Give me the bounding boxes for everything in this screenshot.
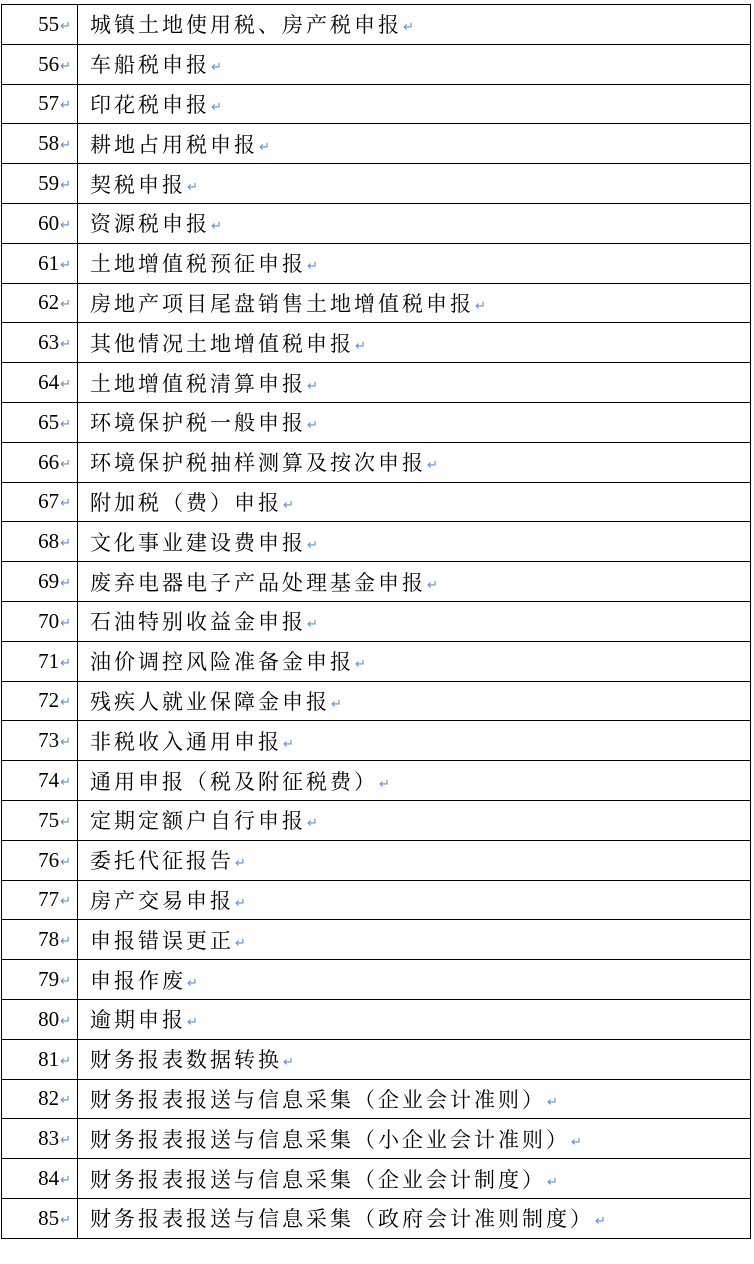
paragraph-mark-icon: ↵	[60, 974, 71, 990]
paragraph-mark-icon: ↵	[60, 297, 71, 313]
row-number: 76	[38, 847, 60, 872]
item-name: 非税收入通用申报	[90, 729, 282, 754]
table-row	[2, 522, 751, 562]
paragraph-mark-icon: ↵	[307, 418, 318, 434]
item-name: 契税申报	[90, 172, 186, 197]
paragraph-mark-icon: ↵	[307, 816, 318, 832]
item-name-cell	[78, 641, 751, 681]
row-number: 60	[38, 210, 60, 235]
paragraph-mark-icon: ↵	[187, 1015, 198, 1031]
row-number: 67	[38, 489, 60, 514]
paragraph-mark-icon: ↵	[60, 854, 71, 870]
item-name-cell	[78, 323, 751, 363]
item-name-cell	[78, 562, 751, 602]
row-number-cell	[2, 1159, 78, 1199]
item-name-cell	[78, 283, 751, 323]
paragraph-mark-icon: ↵	[307, 259, 318, 275]
row-number-cell	[2, 601, 78, 641]
item-name-cell	[78, 681, 751, 721]
table-row	[2, 1159, 751, 1199]
paragraph-mark-icon: ↵	[60, 496, 71, 512]
paragraph-mark-icon: ↵	[211, 219, 222, 235]
table-row	[2, 323, 751, 363]
item-name-cell	[78, 124, 751, 164]
paragraph-mark-icon: ↵	[60, 18, 71, 34]
paragraph-mark-icon: ↵	[547, 1174, 558, 1190]
table-row	[2, 442, 751, 482]
item-name: 油价调控风险准备金申报	[90, 650, 354, 675]
item-name: 环境保护税抽样测算及按次申报	[90, 451, 426, 476]
paragraph-mark-icon: ↵	[60, 536, 71, 552]
tax-declaration-table	[1, 4, 751, 1239]
row-number-cell	[2, 562, 78, 602]
paragraph-mark-icon: ↵	[547, 1094, 558, 1110]
paragraph-mark-icon: ↵	[235, 895, 246, 911]
row-number: 65	[38, 409, 60, 434]
item-name-cell	[78, 5, 751, 45]
paragraph-mark-icon: ↵	[283, 1055, 294, 1071]
paragraph-mark-icon: ↵	[379, 776, 390, 792]
table-row	[2, 721, 751, 761]
row-number: 73	[38, 728, 60, 753]
row-number-cell	[2, 840, 78, 880]
table-row	[2, 920, 751, 960]
paragraph-mark-icon: ↵	[427, 458, 438, 474]
paragraph-mark-icon: ↵	[355, 338, 366, 354]
row-number: 85	[38, 1205, 60, 1230]
item-name: 财务报表报送与信息采集（企业会计制度）	[90, 1167, 546, 1192]
paragraph-mark-icon: ↵	[60, 775, 71, 791]
row-number-cell	[2, 84, 78, 124]
row-number-cell	[2, 880, 78, 920]
paragraph-mark-icon: ↵	[235, 856, 246, 872]
paragraph-mark-icon: ↵	[211, 99, 222, 115]
paragraph-mark-icon: ↵	[60, 178, 71, 194]
item-name-cell	[78, 363, 751, 403]
row-number: 56	[38, 51, 60, 76]
paragraph-mark-icon: ↵	[60, 1133, 71, 1149]
paragraph-mark-icon: ↵	[187, 975, 198, 991]
item-name: 城镇土地使用税、房产税申报	[90, 13, 402, 38]
item-name-cell	[78, 880, 751, 920]
item-name-cell	[78, 1198, 751, 1238]
item-name-cell	[78, 164, 751, 204]
paragraph-mark-icon: ↵	[403, 20, 414, 36]
row-number-cell	[2, 1198, 78, 1238]
item-name: 其他情况土地增值税申报	[90, 331, 354, 356]
item-name: 逾期申报	[90, 1008, 186, 1033]
row-number-cell	[2, 44, 78, 84]
table-row	[2, 1119, 751, 1159]
paragraph-mark-icon: ↵	[283, 497, 294, 513]
item-name: 定期定额户自行申报	[90, 809, 306, 834]
item-name-cell	[78, 761, 751, 801]
item-name-cell	[78, 840, 751, 880]
row-number-cell	[2, 920, 78, 960]
table-row	[2, 44, 751, 84]
paragraph-mark-icon: ↵	[60, 814, 71, 830]
item-name-cell	[78, 601, 751, 641]
table-row	[2, 999, 751, 1039]
item-name-cell	[78, 800, 751, 840]
paragraph-mark-icon: ↵	[60, 1053, 71, 1069]
paragraph-mark-icon: ↵	[60, 98, 71, 114]
item-name: 耕地占用税申报	[90, 132, 258, 157]
item-name-cell	[78, 1079, 751, 1119]
paragraph-mark-icon: ↵	[60, 138, 71, 154]
row-number: 59	[38, 171, 60, 196]
paragraph-mark-icon: ↵	[60, 695, 71, 711]
item-name: 废弃电器电子产品处理基金申报	[90, 570, 426, 595]
table-row	[2, 1039, 751, 1079]
paragraph-mark-icon: ↵	[283, 736, 294, 752]
item-name: 委托代征报告	[90, 849, 234, 874]
table-row	[2, 840, 751, 880]
table-body	[2, 5, 751, 1239]
paragraph-mark-icon: ↵	[60, 257, 71, 273]
item-name: 申报作废	[90, 968, 186, 993]
row-number: 74	[38, 768, 60, 793]
paragraph-mark-icon: ↵	[331, 696, 342, 712]
row-number: 63	[38, 330, 60, 355]
table-row	[2, 482, 751, 522]
table-row	[2, 1079, 751, 1119]
row-number-cell	[2, 1119, 78, 1159]
row-number-cell	[2, 800, 78, 840]
table-row	[2, 681, 751, 721]
item-name: 土地增值税预征申报	[90, 252, 306, 277]
paragraph-mark-icon: ↵	[60, 655, 71, 671]
paragraph-mark-icon: ↵	[60, 615, 71, 631]
row-number-cell	[2, 402, 78, 442]
row-number-cell	[2, 641, 78, 681]
item-name-cell	[78, 1039, 751, 1079]
row-number-cell	[2, 164, 78, 204]
paragraph-mark-icon: ↵	[60, 735, 71, 751]
paragraph-mark-icon: ↵	[60, 416, 71, 432]
item-name: 房产交易申报	[90, 888, 234, 913]
paragraph-mark-icon: ↵	[595, 1214, 606, 1230]
table-row	[2, 761, 751, 801]
item-name: 印花税申报	[90, 92, 210, 117]
item-name-cell	[78, 1119, 751, 1159]
row-number: 66	[38, 449, 60, 474]
paragraph-mark-icon: ↵	[60, 337, 71, 353]
row-number: 83	[38, 1126, 60, 1151]
row-number-cell	[2, 1079, 78, 1119]
paragraph-mark-icon: ↵	[475, 298, 486, 314]
paragraph-mark-icon: ↵	[60, 456, 71, 472]
table-row	[2, 601, 751, 641]
row-number-cell	[2, 5, 78, 45]
table-row	[2, 880, 751, 920]
item-name: 财务报表报送与信息采集（小企业会计准则）	[90, 1127, 570, 1152]
item-name-cell	[78, 44, 751, 84]
paragraph-mark-icon: ↵	[259, 139, 270, 155]
item-name-cell	[78, 482, 751, 522]
row-number: 72	[38, 688, 60, 713]
row-number: 71	[38, 648, 60, 673]
item-name: 石油特别收益金申报	[90, 610, 306, 635]
row-number-cell	[2, 283, 78, 323]
item-name: 财务报表报送与信息采集（企业会计准则）	[90, 1087, 546, 1112]
paragraph-mark-icon: ↵	[60, 576, 71, 592]
row-number: 80	[38, 1006, 60, 1031]
item-name: 文化事业建设费申报	[90, 530, 306, 555]
item-name-cell	[78, 999, 751, 1039]
table-row	[2, 5, 751, 45]
row-number: 70	[38, 608, 60, 633]
row-number: 61	[38, 250, 60, 275]
row-number-cell	[2, 522, 78, 562]
paragraph-mark-icon: ↵	[211, 60, 222, 76]
row-number: 82	[38, 1086, 60, 1111]
item-name: 财务报表报送与信息采集（政府会计准则制度）	[90, 1207, 594, 1232]
row-number: 58	[38, 131, 60, 156]
row-number: 55	[38, 11, 60, 36]
paragraph-mark-icon: ↵	[60, 58, 71, 74]
row-number-cell	[2, 761, 78, 801]
paragraph-mark-icon: ↵	[307, 378, 318, 394]
item-name-cell	[78, 84, 751, 124]
row-number: 68	[38, 529, 60, 554]
table-row	[2, 363, 751, 403]
paragraph-mark-icon: ↵	[235, 935, 246, 951]
item-name: 土地增值税清算申报	[90, 371, 306, 396]
table-row	[2, 562, 751, 602]
row-number: 77	[38, 887, 60, 912]
row-number-cell	[2, 681, 78, 721]
item-name-cell	[78, 1159, 751, 1199]
row-number-cell	[2, 1039, 78, 1079]
paragraph-mark-icon: ↵	[60, 1173, 71, 1188]
item-name-cell	[78, 920, 751, 960]
row-number-cell	[2, 721, 78, 761]
table-row	[2, 84, 751, 124]
item-name: 申报错误更正	[90, 928, 234, 953]
paragraph-mark-icon: ↵	[355, 657, 366, 673]
row-number: 78	[38, 927, 60, 952]
table-row	[2, 1198, 751, 1238]
row-number: 79	[38, 967, 60, 992]
item-name: 残疾人就业保障金申报	[90, 689, 330, 714]
row-number: 57	[38, 91, 60, 116]
item-name-cell	[78, 721, 751, 761]
item-name: 车船税申报	[90, 53, 210, 78]
paragraph-mark-icon: ↵	[60, 377, 71, 393]
paragraph-mark-icon: ↵	[60, 934, 71, 950]
item-name-cell	[78, 522, 751, 562]
table-row	[2, 960, 751, 1000]
row-number-cell	[2, 243, 78, 283]
paragraph-mark-icon: ↵	[60, 1013, 71, 1029]
table-row	[2, 124, 751, 164]
paragraph-mark-icon: ↵	[187, 179, 198, 195]
row-number: 64	[38, 370, 60, 395]
paragraph-mark-icon: ↵	[60, 894, 71, 910]
table-row	[2, 203, 751, 243]
row-number-cell	[2, 124, 78, 164]
paragraph-mark-icon: ↵	[307, 537, 318, 553]
table-row	[2, 243, 751, 283]
item-name: 环境保护税一般申报	[90, 411, 306, 436]
item-name-cell	[78, 960, 751, 1000]
table-row	[2, 164, 751, 204]
item-name-cell	[78, 243, 751, 283]
item-name: 附加税（费）申报	[90, 490, 282, 515]
paragraph-mark-icon: ↵	[60, 217, 71, 233]
table-row	[2, 800, 751, 840]
row-number: 75	[38, 807, 60, 832]
row-number: 84	[38, 1166, 60, 1190]
item-name-cell	[78, 402, 751, 442]
row-number-cell	[2, 482, 78, 522]
item-name: 通用申报（税及附征税费）	[90, 769, 378, 794]
row-number: 81	[38, 1046, 60, 1071]
row-number-cell	[2, 960, 78, 1000]
table-row	[2, 283, 751, 323]
paragraph-mark-icon: ↵	[60, 1093, 71, 1109]
row-number: 69	[38, 569, 60, 594]
item-name: 资源税申报	[90, 212, 210, 237]
item-name-cell	[78, 442, 751, 482]
item-name: 房地产项目尾盘销售土地增值税申报	[90, 291, 474, 316]
item-name-cell	[78, 203, 751, 243]
paragraph-mark-icon: ↵	[427, 577, 438, 593]
row-number-cell	[2, 323, 78, 363]
paragraph-mark-icon: ↵	[571, 1134, 582, 1150]
paragraph-mark-icon: ↵	[60, 1212, 71, 1228]
row-number-cell	[2, 203, 78, 243]
paragraph-mark-icon: ↵	[307, 617, 318, 633]
row-number: 62	[38, 290, 60, 315]
row-number-cell	[2, 999, 78, 1039]
item-name: 财务报表数据转换	[90, 1048, 282, 1073]
row-number-cell	[2, 442, 78, 482]
table-row	[2, 641, 751, 681]
row-number-cell	[2, 363, 78, 403]
table-row	[2, 402, 751, 442]
